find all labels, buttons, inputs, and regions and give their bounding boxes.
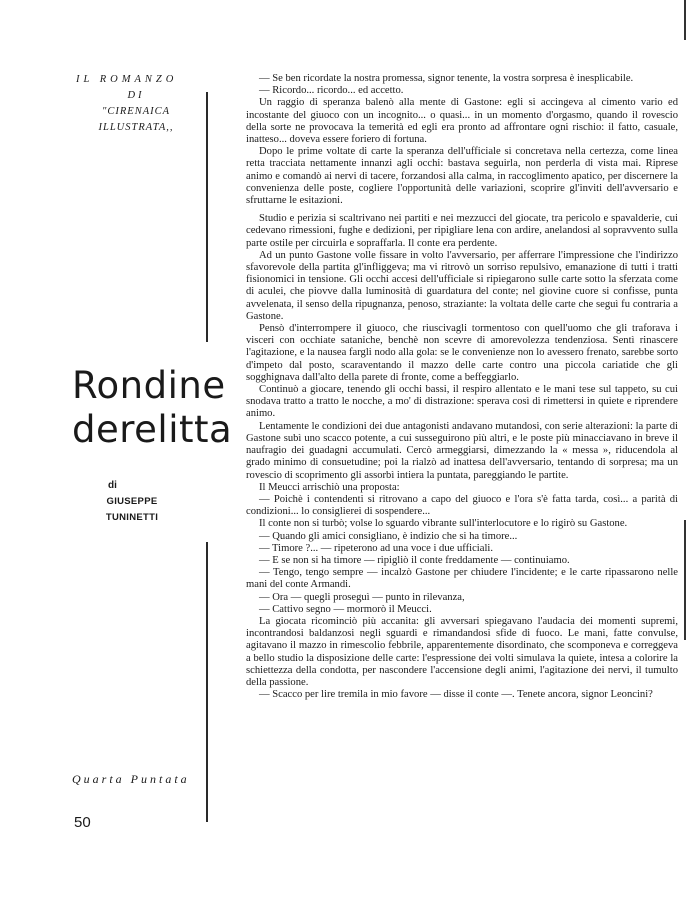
paragraph: — Ora — quegli proseguì — punto in rilevanza, <box>259 591 465 603</box>
page-edge-mark <box>684 520 686 640</box>
page-number: 50 <box>74 814 91 831</box>
sidebar <box>72 72 233 792</box>
paragraph: La giocata ricominciò più accanita: gli avversari spiegavano l'audacia dei momenti supremi, incontrandosi baldanzosi negli sguardi e rimandandosi sfide di fuoco. Le mani, fatte convulse, agitavano il mazzo in rimescolio febbrile, apparentemente disordinato, che scomponeva e correggeva a bello studio la disposizione delle carte: l'espressione dei volti simulava la quiete, intesa a colorire la schiettezza della condotta, per nascondere l'accensione degli animi, l'agitazione dei nervi, il tumulto della passione. <box>246 615 678 688</box>
byline-prefix: di <box>108 480 117 491</box>
series-heading-magazine: "CIRENAICA <box>101 106 171 117</box>
paragraph: — Tengo, tengo sempre — incalzò Gastone per chiudere l'incidente; e le carte ripassarono nelle mani del conte Armandi. <box>246 567 678 591</box>
author-last-name: TUNINETTI <box>105 512 159 523</box>
paragraph: — Cattivo segno — mormorò il Meucci. <box>259 603 432 615</box>
series-heading-di: DI <box>127 90 145 101</box>
paragraph: — E se non si ha timore — ripigliò il conte freddamente — continuiamo. <box>259 554 570 566</box>
paragraph: Dopo le prime voltate di carte la speranza dell'ufficiale si concretava nella certezza, come linea retta tracciata nettamente innanzi agli occhi: bastava seguirla, non perderla di vista mai. Riprese animo e comandò ai nervi di tacere, forzandosi alla calma, in raccoglimento apatico, per discernere la convenienza delle poste, cogliere l'opportunità delle variazioni, scoprire gl'inviti dell'avversario e sfruttarne le esitazioni. <box>246 146 678 207</box>
paragraph: — Ricordo... ricordo... ed accetto. <box>259 85 404 97</box>
paragraph: — Timore ?... — ripeterono ad una voce i due ufficiali. <box>259 542 493 554</box>
article-body <box>246 73 678 701</box>
author-first-name: GIUSEPPE <box>106 496 158 507</box>
paragraph: Lentamente le condizioni dei due antagonisti andavano mutandosi, con serie alterazioni: la parte di Gastone subì uno scacco potente, a cui susseguirono più altri, e le poste più minacciavano in breve il naufragio dei guadagni accumulati. Cercò armeggiarsi, dimezzando la « messa », riducendola al grado minimo di consuetudine; poi la rialzò ad inattesa dell'avversario, tentando di sorpresa; ma un rovescio di scoprimento gli assorbì intiera la puntata, pareggiando le partite. <box>246 420 678 481</box>
installment-label: Quarta Puntata <box>72 772 190 786</box>
story-title-line2: derelitta <box>72 408 233 451</box>
paragraph: — Scacco per lire tremila in mio favore — disse il conte —. Tenete ancora, signor Leoncini? <box>259 689 653 701</box>
paragraph: Continuò a giocare, tenendo gli occhi bassi, il respiro allentato e le mani tese sul tappeto, su cui snodava tratto a tratto le nocche, a mo' di distrazione: sperava così di rimettersi in quiete e riprendere animo. <box>246 384 678 420</box>
paragraph: — Se ben ricordate la nostra promessa, signor tenente, la vostra sorpresa è inesplicabile. <box>259 73 634 84</box>
series-heading-magazine-2: ILLUSTRATA,, <box>98 122 174 133</box>
paragraph: Pensò d'interrompere il giuoco, che riuscivagli tormentoso con quell'uomo che gli traforava i visceri con occhiate sataniche, benchè non scevre di amorevolezza tendenziosa. Sentì rinascere l'agitazione, e la nausea fargli nodo alla gola: se le convenienze non lo avessero frenato, sarebbe sorto d'impeto dal posto, scaraventando il mazzo delle carte contro una piccola cariatide che gli sogghignava dall'alto della parete di fronte, come a beffeggiarlo. <box>246 323 678 383</box>
story-title <box>72 364 233 452</box>
paragraph: Il Meucci arrischiò una proposta: <box>259 481 400 493</box>
vertical-rule <box>206 92 208 342</box>
paragraph: Il conte non si turbò; volse lo sguardo vibrante sull'interlocutore e lo rigirò su Gastone. <box>259 518 628 530</box>
story-title-line1: Rondine <box>72 364 226 407</box>
series-heading: IL ROMANZO <box>76 74 178 85</box>
paragraph: Studio e perizia si scaltrivano nei partiti e nei mezzucci del giocate, tra pericolo e spavalderie, cui cedevano rimessioni, fughe e dedizioni, per ripigliare lena con ardire, anelandosi al sopravvento sulla parte ostile per circuirla e sopraffarla. Il conte era perdente. <box>246 213 678 249</box>
paragraph: Un raggio di speranza balenò alla mente di Gastone: egli si accingeva al cimento vario ed incostante del giuoco con un incognito... o quasi... in un momento d'orgasmo, quando il rovescio della sorte ne provocava la temerità ed egli era pronto ad affrontare ogni rischio: il fatto, casuale, inatteso... doveva essere foriero di fortuna. <box>246 97 678 146</box>
paragraph: — Poichè i contendenti si ritrovano a capo del giuoco e l'ora s'è fatta tarda, così... a parità di condizioni... lo consiglierei di sospendere... <box>246 493 678 518</box>
page-edge-mark <box>684 0 686 40</box>
paragraph: — Quando gli amici consigliano, è indizio che si ha timore... <box>259 530 518 542</box>
paragraph: Ad un punto Gastone volle fissare in volto l'avversario, per afferrare l'impressione che l'indirizzo sfavorevole della partita gl'infliggeva; ma vi ritrovò un sorriso repulsivo, emanazione di tutti i tratti fisionomici in tensione. Gli occhi accesi dell'ufficiale si ripiegarono sulle carte sotto la sferzata come di aculei, che piovve dalla luminosità di guardatura del conte; nel giovine cuore si confisse, punta avvelenata, il senso della ripugnanza, penoso, straziante: la voltata delle carte che seguì fu contraria a Gastone. <box>246 249 678 322</box>
